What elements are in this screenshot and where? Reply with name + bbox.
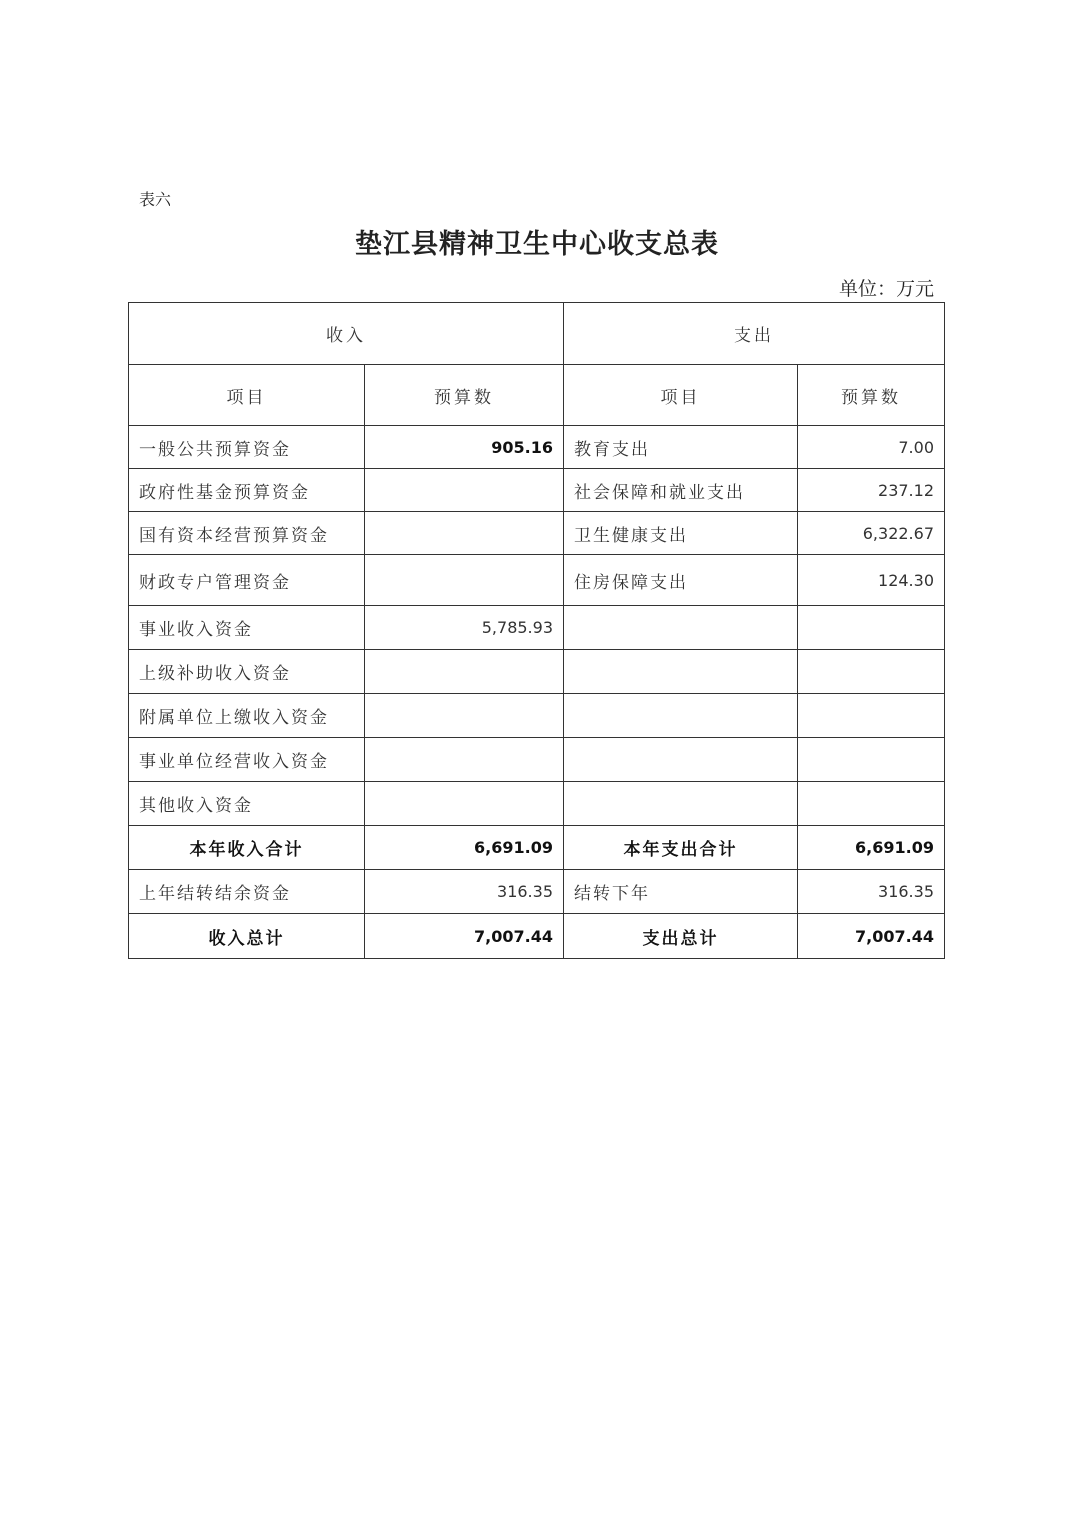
income-item: 财政专户管理资金 <box>129 555 365 606</box>
budget-summary-table <box>128 302 945 959</box>
expense-value <box>798 782 945 826</box>
income-value <box>365 738 564 782</box>
expense-item <box>564 782 798 826</box>
income-item: 国有资本经营预算资金 <box>129 512 365 555</box>
year-income-total-value: 6,691.09 <box>365 826 564 870</box>
income-value <box>365 512 564 555</box>
expense-item-header: 项目 <box>564 365 798 426</box>
table-row <box>129 555 945 606</box>
year-total-row <box>129 826 945 870</box>
income-item: 事业收入资金 <box>129 606 365 650</box>
document-label: 表六 <box>139 190 172 209</box>
income-value <box>365 555 564 606</box>
income-item: 事业单位经营收入资金 <box>129 738 365 782</box>
table-row <box>129 469 945 512</box>
year-expense-total-label: 本年支出合计 <box>564 826 798 870</box>
expense-budget-header: 预算数 <box>798 365 945 426</box>
table-row <box>129 782 945 826</box>
expense-section-header: 支出 <box>564 303 945 365</box>
income-item-header: 项目 <box>129 365 365 426</box>
expense-item <box>564 650 798 694</box>
grand-income-total-value: 7,007.44 <box>365 914 564 959</box>
income-value <box>365 469 564 512</box>
income-item: 政府性基金预算资金 <box>129 469 365 512</box>
grand-total-row <box>129 914 945 959</box>
income-value <box>365 650 564 694</box>
expense-value: 124.30 <box>798 555 945 606</box>
income-item: 其他收入资金 <box>129 782 365 826</box>
table-row <box>129 650 945 694</box>
carryover-income-value: 316.35 <box>365 870 564 914</box>
expense-item: 住房保障支出 <box>564 555 798 606</box>
carryover-expense-label: 结转下年 <box>564 870 798 914</box>
income-item: 上级补助收入资金 <box>129 650 365 694</box>
carryover-income-label: 上年结转结余资金 <box>129 870 365 914</box>
table-row <box>129 606 945 650</box>
table-row <box>129 738 945 782</box>
income-item: 附属单位上缴收入资金 <box>129 694 365 738</box>
expense-value <box>798 606 945 650</box>
expense-item: 社会保障和就业支出 <box>564 469 798 512</box>
expense-item <box>564 694 798 738</box>
table-row <box>129 694 945 738</box>
income-value: 905.16 <box>365 426 564 469</box>
expense-value: 7.00 <box>798 426 945 469</box>
expense-value <box>798 694 945 738</box>
expense-item: 教育支出 <box>564 426 798 469</box>
income-value <box>365 694 564 738</box>
income-value <box>365 782 564 826</box>
page-title: 垫江县精神卫生中心收支总表 <box>355 229 719 260</box>
expense-item <box>564 738 798 782</box>
grand-expense-total-label: 支出总计 <box>564 914 798 959</box>
table-row <box>129 426 945 469</box>
carryover-row <box>129 870 945 914</box>
carryover-expense-value: 316.35 <box>798 870 945 914</box>
grand-income-total-label: 收入总计 <box>129 914 365 959</box>
section-header-row <box>129 303 945 365</box>
income-section-header: 收入 <box>129 303 564 365</box>
income-budget-header: 预算数 <box>365 365 564 426</box>
unit-label: 单位：万元 <box>838 278 934 300</box>
expense-item: 卫生健康支出 <box>564 512 798 555</box>
year-expense-total-value: 6,691.09 <box>798 826 945 870</box>
income-item: 一般公共预算资金 <box>129 426 365 469</box>
expense-value <box>798 738 945 782</box>
expense-item <box>564 606 798 650</box>
expense-value <box>798 650 945 694</box>
year-income-total-label: 本年收入合计 <box>129 826 365 870</box>
expense-value: 237.12 <box>798 469 945 512</box>
expense-value: 6,322.67 <box>798 512 945 555</box>
income-value: 5,785.93 <box>365 606 564 650</box>
column-header-row <box>129 365 945 426</box>
grand-expense-total-value: 7,007.44 <box>798 914 945 959</box>
table-row <box>129 512 945 555</box>
